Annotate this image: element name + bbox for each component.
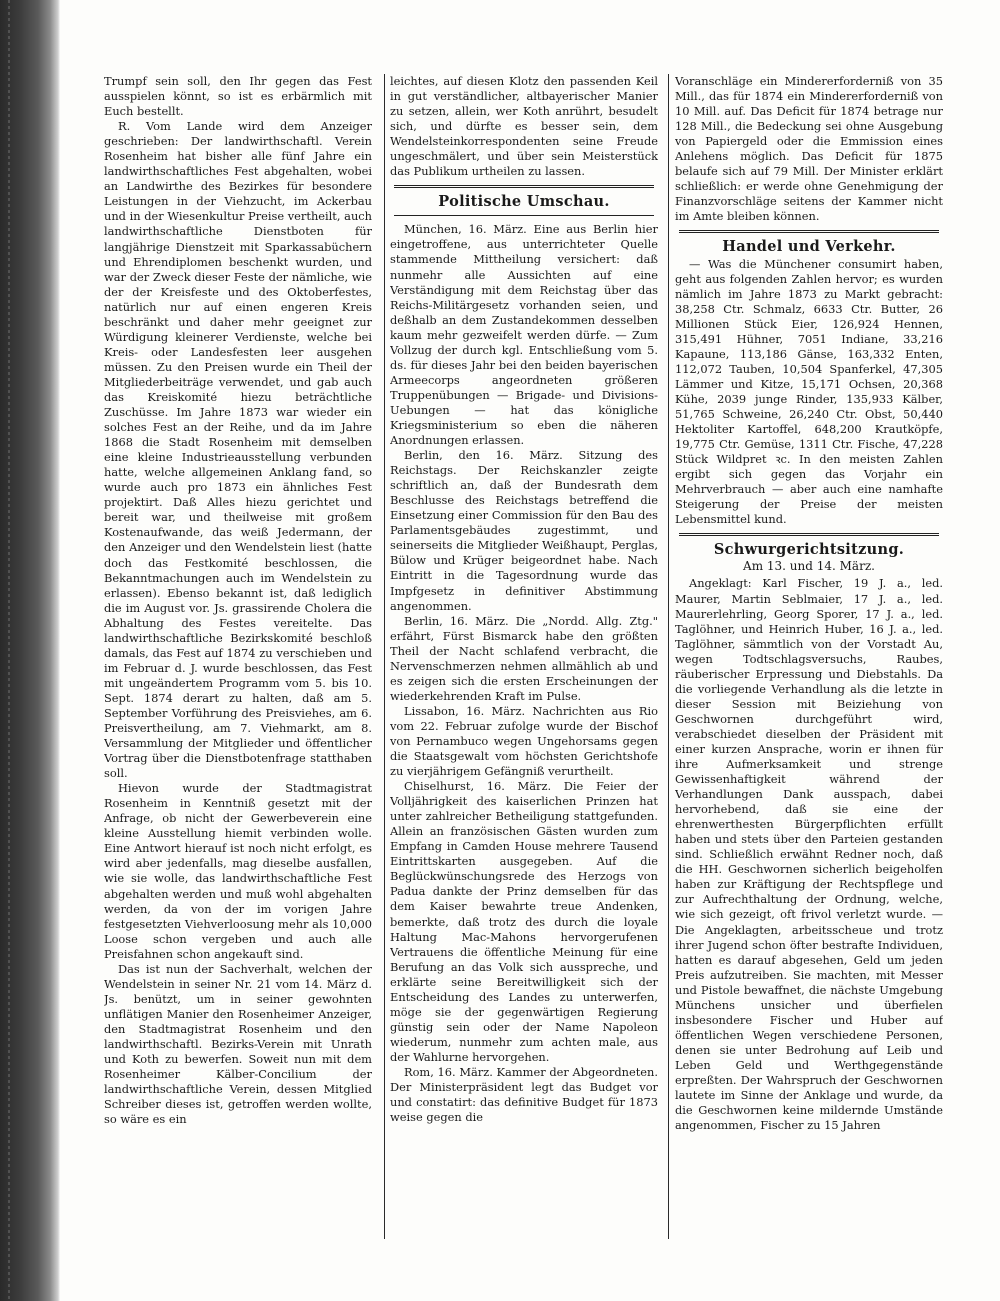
news-item: Berlin, 16. März. Die „Nordd. Allg. Ztg." erfährt, Fürst Bismarck habe den größten Theil der Nacht schlafend verbracht, die Nervenschmerzen nehmen allmählich ab und es zeigen sich die ersten Erscheinungen der wiederkehrenden Kraft im Pulse. xyxy=(390,613,658,703)
article-paragraph: leichtes, auf diesen Klotz den passenden Keil in gut verständlicher, altbayerischer Manier zu setzen, allein, wer Koth anrührt, besudelt sich, und dürfte es besser sein, dem Wendelsteinkorrespondenten seine Freude ungeschmälert, und über sein Meisterstück das Publikum urtheilen zu lassen. xyxy=(390,74,658,179)
column-1 xyxy=(104,74,372,1239)
section-divider xyxy=(394,215,654,216)
column-rule xyxy=(384,74,385,1239)
news-item: Rom, 16. März. Kammer der Abgeordneten. Der Ministerpräsident legt das Budget vor und constatirt: das definitive Budget für 1873 weise gegen die xyxy=(390,1065,658,1125)
section-heading-trade: Handel und Verkehr. xyxy=(722,238,896,256)
court-paragraph: Angeklagt: Karl Fischer, 19 J. a., led. Maurer, Martin Seblmaier, 17 J. a., led. Maurerlehrling, Georg Sporer, 17 J. a., led. Taglöhner, und Heinrich Huber, 16 J. a., led. Taglöhner, sämmtlich von der Vorstadt Au, wegen Todtschlagsversuchs, Raubes, räuberischer Erpressung und Diebstahls. Da die vorliegende Verhandlung als die letzte in dieser Session mit Beiziehung von Geschwornen durchgeführt wird, verabschiedet dieselben der Präsident mit einer kurzen Ansprache, worin er ihnen für ihre Aufmerksamkeit und strenge Gewissenhaftigkeit während der Verhandlungen Dank ausspach, dabei hervorhebend, daß sie eine der ehrenwerthesten Bürgerpflichten erfüllt haben und stets über den Parteien gestanden sind. Schließlich erwähnt Redner noch, daß die HH. Geschwornen sicherlich beigeholfen haben zur Kräftigung der Rechtspflege und zur Aufrechthaltung der Ordnung, welche, wie sich gezeigt, oft frivol verletzt wurde. — Die Angeklagten, arbeitsscheue und trotz ihrer Jugend schon öfter bestrafte Individuen, hatten es darauf abgesehen, Geld um jeden Preis aufzutreiben. Sie machten, mit Messer und Pistole bewaffnet, die nächste Umgebung Münchens unsicher und überfielen insbesondere Fischer und Huber auf öffentlichen Wegen verschiedene Personen, denen sie unter Bedrohung auf Leib und Leben Geld und Werthgegenstände erpreßten. Der Wahrspruch der Geschwornen lautete im Sinne der Anklage und wurde, da die Geschwornen keine mildernde Umstände angenommen, Fischer zu 15 Jahren xyxy=(675,576,943,1133)
article-paragraph: Voranschläge ein Mindererforderniß von 35 Mill., das für 1874 ein Mindererforderniß von 10 Mill. auf. Das Deficit für 1874 betrage nur 128 Mill., die Bedeckung sei ohne Ausgebung von Papiergeld oder die Emmission eines Anlehens möglich. Das Deficit für 1875 belaufe sich auf 79 Mill. Der Minister erklärt schließlich: er werde ohne Genehmigung der Finanzvorschläge seitens der Kammer nicht im Amte bleiben können. xyxy=(675,74,943,224)
news-item: Chiselhurst, 16. März. Die Feier der Volljährigkeit des kaiserlichen Prinzen hat unter zahlreicher Betheiligung stattgefunden. Allein an französischen Gästen wurden zum Empfang in Camden House mehrere Tausend Eintrittskarten ausgegeben. Auf die Beglückwünschungsrede des Herzogs von Padua dankte der Prinz demselben für das dem Kaiser bewahrte treue Andenken, bemerkte, daß trotz des durch die loyale Haltung Mac-Mahons hervorgerufenen Vertrauens die öffentliche Meinung für eine Berufung an das Volk sich ausspreche, und erklärte seine Bereitwilligkeit sich der Entscheidung des Landes zu unterwerfen, möge sie der gegenwärtigen Regierung günstig sein oder der Name Napoleon wiederum, nunmehr zum achten male, aus der Wahlurne hervorgehen. xyxy=(390,779,658,1064)
news-item: Lissabon, 16. März. Nachrichten aus Rio vom 22. Februar zufolge wurde der Bischof von Pernambuco wegen Ungehorsams gegen die Staatsgewalt vom höchsten Gerichtshofe zu vierjährigem Gefängniß verurtheilt. xyxy=(390,703,658,779)
column-3 xyxy=(675,74,943,1239)
article-paragraph: Hievon wurde der Stadtmagistrat Rosenheim in Kenntniß gesetzt mit der Anfrage, ob nicht der Gewerbeverein eine kleine Ausstellung hiemit verbinden wolle. Eine Antwort hierauf ist noch nicht erfolgt, es wird aber jedenfalls, mag dieselbe ausfallen, wie sie wolle, das landwirthschaftliche Fest abgehalten werden und muß wohl abgehalten werden, da von der im vorigen Jahre festgesetzten Viehverloosung mehr als 10,000 Loose schon vergeben und auch alle Preisfahnen schon angekauft sind. xyxy=(104,781,372,961)
trade-paragraph: — Was die Münchener consumirt haben, geht aus folgenden Zahlen hervor; es wurden nämlich im Jahre 1873 zu Markt gebracht: 38,258 Ctr. Schmalz, 6633 Ctr. Butter, 26 Millionen Stück Eier, 126,924 Hennen, 315,491 Hühner, 7051 Indiane, 33,216 Kapaune, 113,186 Gänse, 163,332 Enten, 112,072 Tauben, 10,504 Spanferkel, 47,305 Lämmer und Kitze, 15,171 Ochsen, 20,368 Kühe, 2039 junge Rinder, 135,933 Kälber, 51,765 Schweine, 26,240 Ctr. Obst, 50,440 Hektoliter Kartoffel, 648,200 Krautköpfe, 19,775 Ctr. Gemüse, 1311 Ctr. Fische, 47,228 Stück Wildpret ꝛc. In den meisten Zahlen ergibt sich gegen das Vorjahr ein Mehrverbrauch — aber auch eine namhafte Steigerung der Preise der meisten Lebensmittel kund. xyxy=(675,256,943,527)
article-paragraph: Trumpf sein soll, den Ihr gegen das Fest ausspielen könnt, so ist es erbärmlich mit Euch bestellt. xyxy=(104,74,372,119)
news-item: München, 16. März. Eine aus Berlin hier eingetroffene, aus unterrichteter Quelle stammende Mittheilung versichert: daß nunmehr alle Aussichten auf eine Verständigung mit dem Reichstag über das Reichs-Militärgesetz vorhanden seien, und deßhalb an dem Zustandekommen desselben kaum mehr gezweifelt werden dürfe. — Zum Vollzug der durch kgl. Entschließung vom 5. ds. für dieses Jahr bei den beiden bayerischen Armeecorps angeordneten größeren Truppenübungen — Brigade- und Divisions-Uebungen — hat das königliche Kriegsministerium so eben die näheren Anordnungen erlassen. xyxy=(390,222,658,448)
article-paragraph: Das ist nun der Sachverhalt, welchen der Wendelstein in seiner Nr. 21 vom 14. März d. Js. benützt, um in seiner gewohnten unflätigen Manier den Rosenheimer Anzeiger, den Stadtmagistrat Rosenheim und den landwirthschaftl. Bezirks-Verein mit Unrath und Koth zu bewerfen. Soweit nun mit dem Rosenheimer Kälber-Concilium der landwirthschaftliche Verein, dessen Mitglied Schreiber dieses ist, getroffen werden wollte, so wäre es ein xyxy=(104,961,372,1127)
article-paragraph: R. Vom Lande wird dem Anzeiger geschrieben: Der landwirthschaftl. Verein Rosenheim hat bisher alle fünf Jahre ein landwirthschaftliches Fest abgehalten, wobei an Landwirthe des Bezirkes für besondere Leistungen in der Viehzucht, im Ackerbau und in der Wiesenkultur Preise vertheilt, auch landwirthschaftliche Dienstboten für langjährige Dienstzeit mit Sparkassabüchern und Ehrendiplomen beschenkt wurden, und war der Zweck dieser Feste der nämliche, wie der der Kreisfeste und des Oktoberfestes, natürlich nur auf einen engeren Kreis beschränkt und daher mehr geeignet zur Würdigung kleinerer Verdienste, welche bei Kreis- oder Landesfesten leer ausgehen müssen. Zu den Preisen wurde ein Theil der Mitgliederbeiträge verwendet, und gab auch das Kreiskomité hiezu beträchtliche Zuschüsse. Im Jahre 1873 war wieder ein solches Fest an der Reihe, und da im Jahre 1868 die Stadt Rosenheim mit demselben eine kleine Industrieausstellung verbunden hatte, welche allgemeinen Anklang fand, so wurde auch pro 1873 ein ähnliches Fest projektirt. Daß Alles hiezu gerichtet und bereit war, und theilweise mit großem Kostenaufwande, das weiß Jedermann, der den Anzeiger und den Wendelstein liest (hatte doch das Festkomité beschlossen, die Bekanntmachungen auch im Wendelstein zu erlassen). Ebenso bekannt ist, daß lediglich die im August vor. Js. grassirende Cholera die Abhaltung des Festes vereitelte. Das landwirthschaftliche Bezirkskomité beschloß damals, das Fest auf 1874 zu verschieben und im Februar d. J. wurde beschlossen, das Fest mit ungeändertem Programm vom 5. bis 10. Sept. 1874 derart zu halten, daß am 5. September Vorführung des Preisviehes, am 6. Preisvertheilung, am 7. Viehmarkt, am 8. Versammlung der Mitglieder und öffentlicher Vortrag über die Dienstbotenfrage statthaben soll. xyxy=(104,119,372,781)
section-divider xyxy=(394,185,654,188)
section-heading-court: Schwurgerichtsitzung. xyxy=(713,541,905,559)
newspaper-page xyxy=(60,0,1000,1301)
news-item: Berlin, den 16. März. Sitzung des Reichstags. Der Reichskanzler zeigte schriftlich an, daß der Bundesrath dem Beschlusse des Reichstags betreffend die Einsetzung einer Commission für den Bau des Parlamentsgebäudes zugestimmt, und seinerseits die Mitglieder Weißhaupt, Perglas, Bülow und Krüger beigeordnet habe. Nach Eintritt in die Tagesordnung wurde das Impfgesetz in definitiver Abstimmung angenommen. xyxy=(390,448,658,613)
section-divider xyxy=(679,533,939,536)
section-divider xyxy=(679,230,939,233)
column-2 xyxy=(390,74,658,1234)
book-binding xyxy=(0,0,60,1301)
section-heading-politics: Politische Umschau. xyxy=(438,193,610,211)
court-date: Am 13. und 14. März. xyxy=(743,559,875,574)
column-rule xyxy=(668,74,669,1239)
